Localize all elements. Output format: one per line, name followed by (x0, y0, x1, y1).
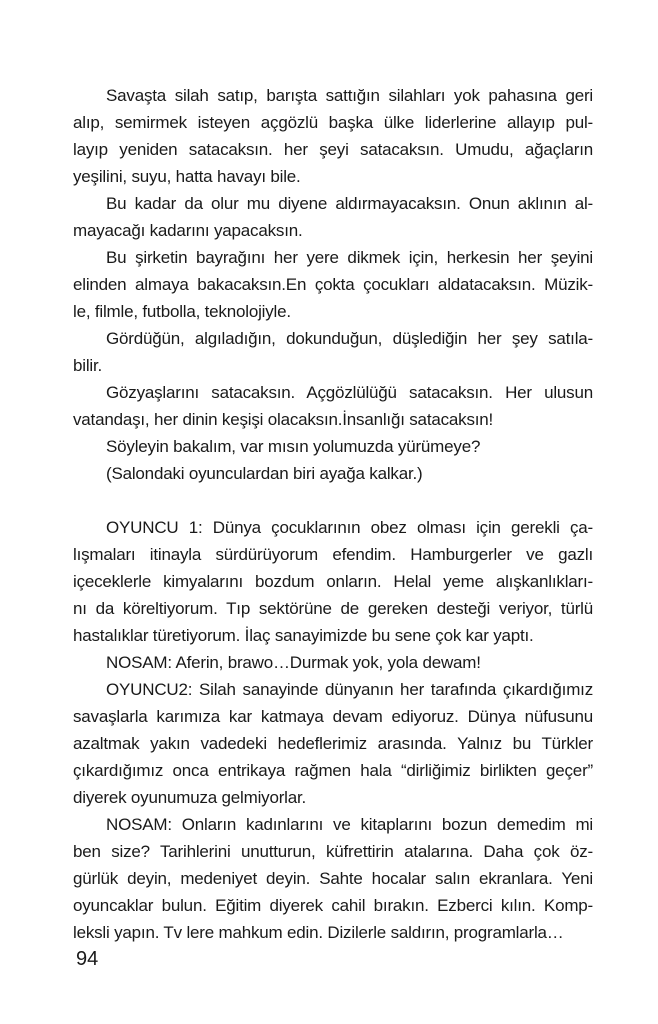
text-line: hastalıklar türetiyorum. İlaç sanayimizde bu sene çok kar yaptı. (73, 626, 534, 645)
text-line: çıkardığımız onca entrikaya rağmen hala “dirliğimiz birlikten geçer” (73, 761, 593, 780)
text-line: vatandaşı, her dinin keşişi olacaksın.İnsanlığı satacaksın! (73, 410, 494, 429)
text-line: Gözyaşlarını satacaksın. Açgözlülüğü satacaksın. Her ulusun (106, 383, 593, 402)
text-line: diyerek oyunumuza gelmiyorlar. (73, 788, 307, 807)
paragraph (73, 190, 593, 244)
text-line: bilir. (73, 356, 103, 375)
text-line: leksli yapın. Tv lere mahkum edin. Dizilerle saldırın, programlarla… (73, 923, 564, 942)
paragraph (73, 514, 593, 649)
text-line: oyuncaklar bulun. Eğitim diyerek cahil bırakın. Ezberci kılın. Komp- (73, 896, 593, 915)
text-line: OYUNCU 1: Dünya çocuklarının obez olması için gerekli ça- (106, 518, 593, 537)
text-line: içeceklerle kimyalarını bozdum onların. Helal yeme alışkanlıkları- (73, 572, 593, 591)
text-line: layıp yeniden satacaksın. her şeyi satacaksın. Umudu, ağaçların (73, 140, 593, 159)
text-line: alıp, semirmek isteyen açgözlü başka ülke liderlerine allayıp pul- (73, 113, 593, 132)
text-line: mayacağı kadarını yapacaksın. (73, 221, 303, 240)
text-line: Savaşta silah satıp, barışta sattığın silahları yok pahasına geri (106, 86, 593, 105)
text-line: nı da köreltiyorum. Tıp sektörüne de gereken desteği veriyor, türlü (73, 599, 593, 618)
text-line: NOSAM: Aferin, brawo…Durmak yok, yola dewam! (106, 653, 481, 672)
text-line: elinden almaya bakacaksın.En çokta çocukları aldatacaksın. Müzik- (73, 275, 593, 294)
paragraph (73, 379, 593, 433)
paragraph (73, 676, 593, 811)
text-line: le, filmle, futbolla, teknolojiyle. (73, 302, 291, 321)
text-block (73, 82, 593, 946)
paragraph (73, 460, 593, 487)
text-line: lışmaları itinayla sürdürüyorum efendim. Hamburgerler ve gazlı (73, 545, 593, 564)
text-line: yeşilini, suyu, hatta havayı bile. (73, 167, 301, 186)
paragraph (73, 244, 593, 325)
paragraph (73, 82, 593, 190)
text-line: Söyleyin bakalım, var mısın yolumuzda yürümeye? (106, 437, 481, 456)
text-line: ben size? Tarihlerini unutturun, küfrettirin atalarına. Daha çok öz- (73, 842, 593, 861)
text-line: gürlük deyin, medeniyet deyin. Sahte hocalar salın ekranlara. Yeni (73, 869, 593, 888)
text-line: (Salondaki oyunculardan biri ayağa kalkar.) (106, 464, 423, 483)
paragraph (73, 433, 593, 460)
paragraph (73, 649, 593, 676)
text-line: Bu şirketin bayrağını her yere dikmek için, herkesin her şeyini (106, 248, 593, 267)
text-line: OYUNCU2: Silah sanayinde dünyanın her tarafında çıkardığımız (106, 680, 593, 699)
page-number: 94 (76, 948, 99, 970)
paragraph (73, 325, 593, 379)
text-line: azaltmak yakın vadedeki hedeflerimiz arasında. Yalnız bu Türkler (73, 734, 593, 753)
text-line: NOSAM: Onların kadınlarını ve kitaplarını bozun demedim mi (106, 815, 593, 834)
text-line: Gördüğün, algıladığın, dokunduğun, düşlediğin her şey satıla- (106, 329, 593, 348)
paragraph (73, 811, 593, 946)
text-line: Bu kadar da olur mu diyene aldırmayacaksın. Onun aklının al- (106, 194, 593, 213)
text-line: savaşlarla karımıza kar katmaya devam ediyoruz. Dünya nüfusunu (73, 707, 593, 726)
